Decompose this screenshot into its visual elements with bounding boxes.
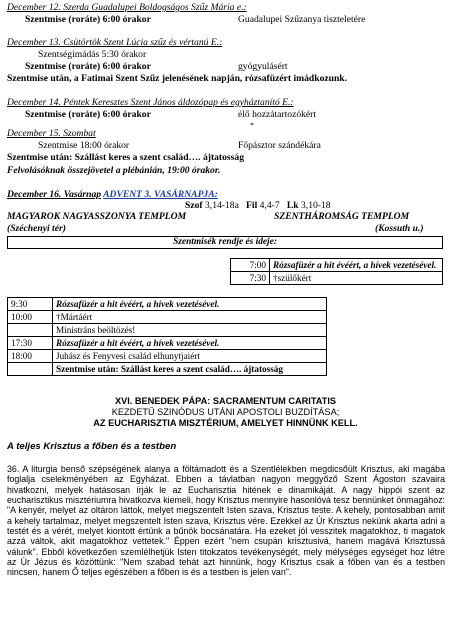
reading-fil: 4,4-7 bbox=[259, 200, 280, 211]
schedule-row bbox=[8, 350, 327, 363]
dec15-title: December 15. Szombat bbox=[7, 128, 96, 139]
schedule-text: Rózsafüzér a hit évéért, a hívek vezetésével. bbox=[53, 298, 327, 311]
schedule-time: 17:30 bbox=[8, 337, 53, 350]
schedule-text: Ministráns beöltözés! bbox=[53, 324, 327, 337]
dec15-mass: Szentmise 18:00 órakor bbox=[38, 140, 130, 151]
dec15-intention: Főpásztor szándékára bbox=[238, 140, 321, 151]
reading-szof: 3,14-18a bbox=[205, 200, 239, 211]
dec12-mass: Szentmise (roráte) 6:00 órakor bbox=[25, 14, 151, 25]
doc-heading-3: AZ EUCHARISZTIA MISZTÉRIUM, AMELYET HINNÜNK KELL. bbox=[93, 418, 358, 428]
church-left-location: (Széchenyi tér) bbox=[7, 223, 66, 234]
dec13-title: December 13. Csütörtök Szent Lúcia szűz és vértanú E.: bbox=[7, 37, 223, 48]
dec14-intention: élő hozzátartozókért bbox=[238, 109, 317, 120]
schedule-time: 10:00 bbox=[8, 311, 53, 324]
schedule-row bbox=[231, 259, 443, 272]
reading-szof-label: Szof bbox=[185, 200, 203, 211]
reading-lk: 3,10-18 bbox=[301, 200, 331, 211]
schedule-text: †Mártáért bbox=[53, 311, 327, 324]
dec13-adoration: Szentségimádás 5:30 órakor bbox=[38, 49, 147, 60]
schedule-right-table bbox=[230, 258, 443, 285]
schedule-text: †szülőkért bbox=[270, 272, 443, 285]
dec15-note2: Felvolásóknak összejövetel a plébánián, 19:00 órakor. bbox=[7, 165, 221, 176]
schedule-row bbox=[8, 311, 327, 324]
dec14-mass: Szentmise (roráte) 6:00 órakor bbox=[25, 109, 151, 120]
church-left: MAGYAROK NAGYASSZONYA TEMPLOM bbox=[7, 211, 187, 222]
dec13-intention: gyógyulásért bbox=[238, 61, 288, 72]
church-right-location: (Kossuth u.) bbox=[375, 223, 424, 234]
doc-heading-2: KEZDETŰ SZINÓDUS UTÁNI APOSTOLI BUZDÍTÁSA; bbox=[111, 407, 340, 417]
schedule-time: 18:00 bbox=[8, 350, 53, 363]
schedule-left-table bbox=[7, 297, 327, 376]
dec15-note1: Szentmise után: Szállást keres a szent család…. ájtatosság bbox=[7, 152, 244, 163]
dec14-title: December 14. Péntek Keresztes Szent János áldozópap és egyháztanító E.: bbox=[7, 97, 294, 108]
schedule-text: Rózsafüzér a hit évéért, a hívek vezetésével. bbox=[53, 337, 327, 350]
dec13-mass: Szentmise (roráte) 6:00 órakor bbox=[25, 61, 151, 72]
schedule-time: 7:30 bbox=[231, 272, 270, 285]
reading-fil-label: Fil bbox=[246, 200, 258, 211]
schedule-row bbox=[8, 324, 327, 337]
doc-heading-1: XVI. BENEDEK PÁPA: SACRAMENTUM CARITATIS bbox=[114, 396, 336, 406]
reading-lk-label: Lk bbox=[286, 200, 299, 211]
schedule-text: Rózsafüzér a hit évéért, a hívek vezetésével. bbox=[270, 259, 443, 272]
doc-paragraph: 36. A liturgia benső szépségének alanya a föltámadott és a Szentlélekben megdicsőült Krisztus, aki magába foglalja cselekményében az Egyházat. Ebben a távlatban nagyon meggyőző Szent Ágoston szavaira hivatkozni, melyek hatásosan írják le az Eucharisztia hitének e dinamikáját. A nagy hippói szent az eucharisztikus misztériumra hivatkozva kiemeli, hogy Krisztus mennyire hasonlóvá tesz bennünket önmagához: "A kenyér, melyet az oltáron láttok, melyet megszentelt Isten szava, Krisztus teste. A kehely, pontosabban amit a kehely tartalmaz, melyet megszentelt Isten szava, Krisztus vére. Ezekkel az Úr Krisztus nekünk akarta adni a testét és a vérét, melyet kiontott értünk a bűnök bocsánatára. Ha ezeket jól vesszitek magatokhoz, ti magatok azzá váltok, akit magatokhoz vettetek." Éppen ezért "nem csupán krisztusivá, hanem magává Krisztussá válunk". Ebből következően szemlélhetjük Isten titokzatos tevékenységét, mely mélységes egységet hoz létre az Úr Jézus és közöttünk: "Nem szabad tehát azt hinnünk, hogy Krisztus csak a főben van és a testben nincsen, hanem Ő teljes egészében a főben is és a testben is jelen van". bbox=[7, 464, 445, 578]
dec16-title-advent: ADVENT 3. VASÁRNAPJA: bbox=[103, 189, 218, 200]
doc-subheading: A teljes Krisztus a főben és a testben bbox=[7, 441, 177, 452]
dec16-title-date: December 16. Vasárnap bbox=[7, 189, 102, 200]
dec12-intention: Guadalupei Szűzanya tiszteletére bbox=[238, 14, 366, 25]
church-right: SZENTHÁROMSÁG TEMPLOM bbox=[274, 211, 410, 222]
schedule-text: Juhász és Fenyvesi család elhunytjaiért bbox=[53, 350, 327, 363]
schedule-header: Szentmisék rendje és ideje: bbox=[173, 237, 277, 247]
schedule-row bbox=[8, 298, 327, 311]
schedule-row bbox=[8, 363, 327, 376]
schedule-time bbox=[8, 363, 53, 376]
dec16-title bbox=[7, 189, 218, 200]
schedule-time: 9:30 bbox=[8, 298, 53, 311]
schedule-text: Szentmise után: Szállást keres a szent család…. ájtatosság bbox=[53, 363, 327, 376]
dec14-mark: * bbox=[250, 121, 254, 130]
schedule-header-box bbox=[7, 236, 443, 249]
schedule-row bbox=[8, 337, 327, 350]
schedule-time: 7:00 bbox=[231, 259, 270, 272]
dec16-readings bbox=[185, 200, 331, 211]
schedule-time bbox=[8, 324, 53, 337]
dec12-title: December 12. Szerda Guadalupei Boldogságos Szűz Mária e.: bbox=[7, 2, 247, 13]
schedule-row bbox=[231, 272, 443, 285]
dec13-note: Szentmise után, a Fatimai Szent Szűz jelenésének napján, rózsafüzért imádkozunk. bbox=[7, 73, 348, 84]
